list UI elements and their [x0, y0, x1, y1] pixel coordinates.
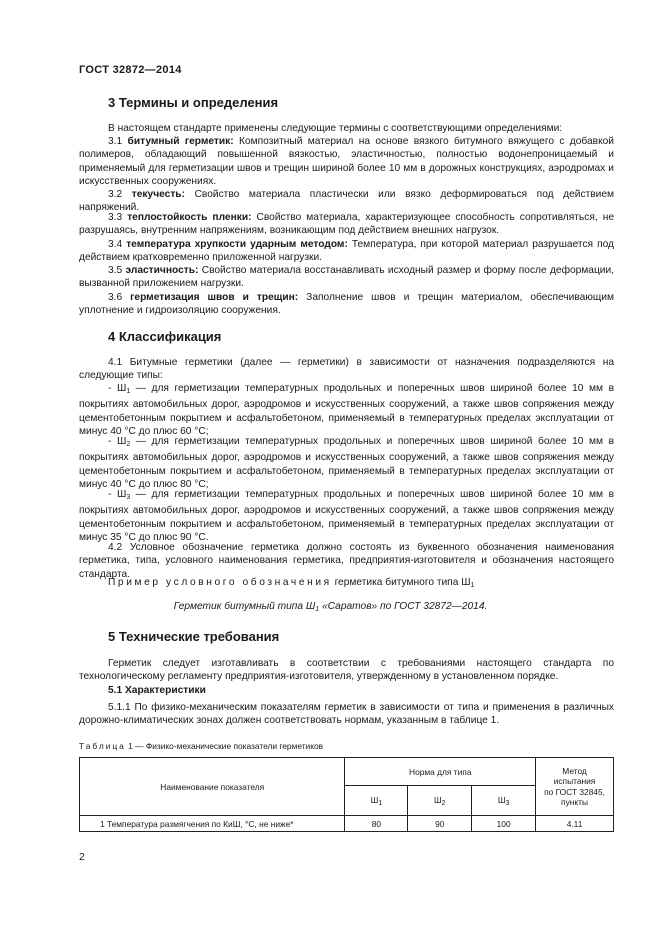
row-value-sh1: 80 [345, 816, 408, 832]
row-value-sh2: 90 [408, 816, 472, 832]
row-indicator-name: 1 Температура размягчения по КиШ, °С, не ниже* [80, 816, 345, 832]
designation-example-heading: Пример условного обозначения герметика битумного типа $Ш_1$ [108, 577, 475, 589]
properties-table [79, 757, 614, 832]
term-3-2: 3.2 текучесть: Свойство материала пластически или вязко деформироваться под действием напряжений. [79, 189, 615, 214]
standard-header: ГОСТ 32872—2014 [79, 64, 182, 76]
header-type-sh3: $Ш_3$ [472, 786, 536, 816]
term-3-3: 3.3 теплостойкость пленки: Свойство материала, характеризующее способность сопротивляться, не разрушаясь, внутренним напряжениям, возникающим под действием внешних нагрузок. [79, 212, 614, 237]
header-type-sh2: $Ш_2$ [408, 786, 472, 816]
clause-4-2: 4.2 Условное обозначение герметика должно состоять из буквенного обозначения наименования герметика, типа, условного наименования герметика, предприятия-изготовителя и обозначения настоящего стандарта. [79, 542, 614, 580]
row-method: 4.11 [536, 816, 614, 832]
term-3-1: 3.1 битумный герметик: Композитный материал на основе вязкого битумного вяжущего с добавкой полимеров, обладающий повышенной вязкостью, эластичностью, полностью водонепроницаемый и применяемый для герметизации швов и трещин шириной более 10 мм в дорожных конструкциях, аэродромах и искусственных сооружениях. [79, 136, 614, 188]
table-caption: Таблица 1 — Физико-механические показатели герметиков [79, 741, 324, 751]
header-norm-for-type: Норма для типа [345, 758, 536, 786]
designation-example: Герметик битумный типа $Ш_1$ «Саратов» по ГОСТ 32872—2014. [173, 601, 488, 613]
clause-5-1-1: 5.1.1 По физико-механическим показателям герметик в зависимости от типа и применения в различных дорожно-климатических зонах должен соответствовать нормам, указанным в таблице 1. [79, 702, 614, 727]
section-4-title: 4 Классификация [108, 329, 222, 344]
type-sh3-item: - $Ш_3$ — для герметизации температурных продольных и поперечных швов шириной более 10 мм в покрытиях автомобильных дорог, аэродромов и искусственных сооружений, а также швов сопряжения между цементобетонным покрытием и асфальтобетоном, применяемый в температурных пределах эксплуатации от минус 35 °С до плюс 90 °С. [79, 489, 614, 544]
section-5-title: 5 Технические требования [108, 629, 280, 644]
section-3-title: 3 Термины и определения [108, 95, 279, 110]
section-5-text: Герметик следует изготавливать в соответствии с требованиями настоящего стандарта по технологическому регламенту предприятия-изготовителя, утвержденному в установленном порядке. [79, 658, 614, 683]
term-3-6: 3.6 герметизация швов и трещин: Заполнение швов и трещин материалом, обеспечивающим уплотнение и гидроизоляцию сооружения. [79, 292, 614, 317]
type-sh1-item: - $Ш_1$ — для герметизации температурных продольных и поперечных швов шириной более 10 мм в покрытиях автомобильных дорог, аэродромов и искусственных сооружений, а также швов сопряжения между цементобетонным покрытием и асфальтобетоном, применяемый в температурных пределах эксплуатации от минус 40 °С до плюс 60 °С; [79, 383, 614, 438]
page-number: 2 [79, 851, 85, 863]
header-indicator-name: Наименование показателя [80, 758, 345, 816]
term-3-5: 3.5 эластичность: Свойство материала восстанавливать исходный размер и форму после деформации, вызванной приложением нагрузки. [79, 265, 614, 290]
section-3-intro: В настоящем стандарте применены следующие термины с соответствующими определениями: [108, 123, 563, 134]
table-row [80, 816, 614, 832]
term-3-4: 3.4 температура хрупкости ударным методом: Температура, при которой материал разрушается под действием кратковременно приложенной нагрузки. [79, 239, 614, 264]
header-test-method: Метод испытания по ГОСТ 32845, пункты [536, 758, 614, 816]
row-value-sh3: 100 [472, 816, 536, 832]
header-type-sh1: $Ш_1$ [345, 786, 408, 816]
subsection-5-1-title: 5.1 Характеристики [108, 685, 206, 696]
clause-4-1: 4.1 Битумные герметики (далее — герметики) в зависимости от назначения подразделяются на следующие типы: [79, 357, 614, 382]
type-sh2-item: - $Ш_2$ — для герметизации температурных продольных и поперечных швов шириной более 10 мм в покрытиях автомобильных дорог, аэродромов и искусственных сооружений, а также швов сопряжения между цементобетонным покрытием и асфальтобетоном, применяемый в температурных пределах эксплуатации от минус 40 °С до плюс 80 °С; [79, 436, 614, 491]
